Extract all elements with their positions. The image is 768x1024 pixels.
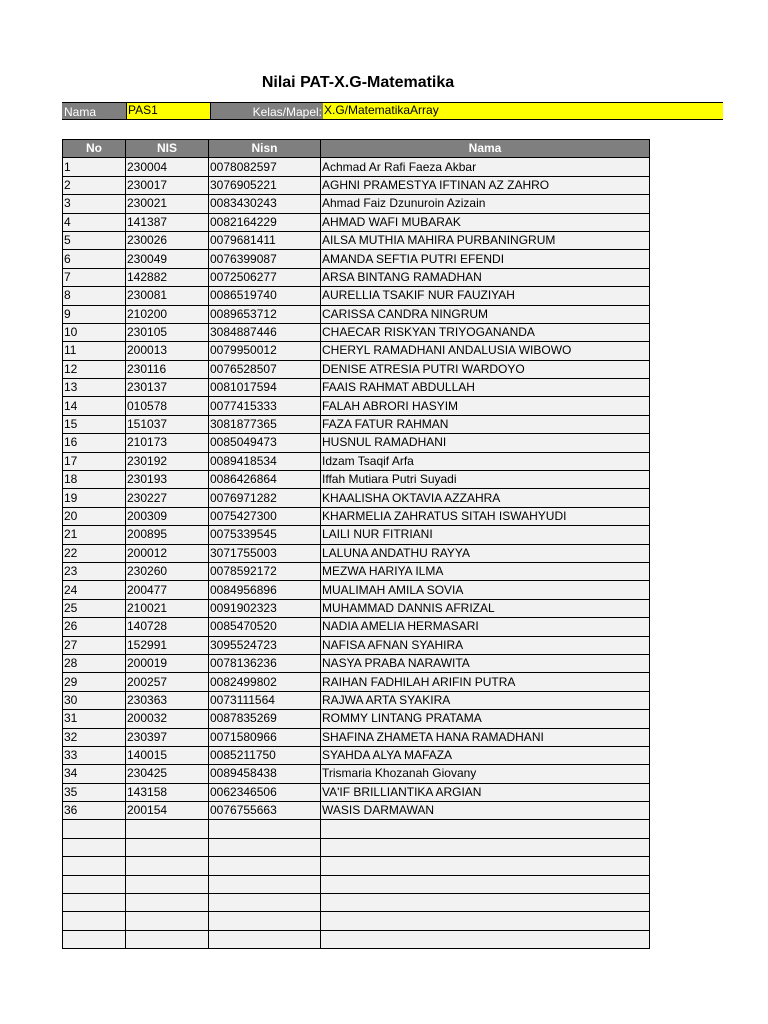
table-body [63,158,650,949]
table-row [63,875,650,893]
cell-nisn[interactable] [209,838,321,856]
cell-nisn[interactable]: 3095524723 [209,636,321,654]
cell-nisn[interactable]: 0086519740 [209,287,321,305]
cell-nisn[interactable]: 0089458438 [209,765,321,783]
cell-nama[interactable]: NADIA AMELIA HERMASARI [321,618,650,636]
table-row [63,783,650,801]
cell-no[interactable]: 5 [63,231,126,249]
cell-nis[interactable]: 230004 [126,158,209,176]
cell-nama[interactable]: DENISE ATRESIA PUTRI WARDOYO [321,360,650,378]
table-row [63,452,650,470]
cell-nama[interactable]: Achmad Ar Rafi Faeza Akbar [321,158,650,176]
table-row [63,360,650,378]
cell-no[interactable]: 24 [63,581,126,599]
cell-nama[interactable]: CHAECAR RISKYAN TRIYOGANANDA [321,323,650,341]
cell-no[interactable]: 1 [63,158,126,176]
cell-nis[interactable]: 200154 [126,802,209,820]
cell-nama[interactable]: LALUNA ANDATHU RAYYA [321,544,650,562]
table-row [63,342,650,360]
cell-nis[interactable]: 210173 [126,434,209,452]
cell-nis[interactable]: 230227 [126,489,209,507]
cell-no[interactable]: 11 [63,342,126,360]
cell-no[interactable]: 19 [63,489,126,507]
cell-no[interactable] [63,838,126,856]
cell-nisn[interactable]: 3071755003 [209,544,321,562]
cell-no[interactable]: 14 [63,397,126,415]
cell-nisn[interactable]: 0072506277 [209,268,321,286]
cell-no[interactable] [63,820,126,838]
cell-no[interactable]: 9 [63,305,126,323]
cell-nama[interactable]: AHMAD WAFI MUBARAK [321,213,650,231]
cell-nis[interactable]: 230192 [126,452,209,470]
table-row [63,765,650,783]
table-row [63,581,650,599]
cell-nis[interactable] [126,875,209,893]
cell-nama[interactable] [321,820,650,838]
cell-nama[interactable]: CARISSA CANDRA NINGRUM [321,305,650,323]
column-header-nis[interactable]: NIS [126,140,209,158]
cell-nisn[interactable]: 0078592172 [209,562,321,580]
cell-nis[interactable]: 230397 [126,728,209,746]
cell-nis[interactable]: 200012 [126,544,209,562]
table-row [63,710,650,728]
cell-no[interactable]: 33 [63,746,126,764]
table-row [63,544,650,562]
cell-nis[interactable]: 200032 [126,710,209,728]
table-row [63,820,650,838]
cell-nisn[interactable]: 0075427300 [209,507,321,525]
cell-no[interactable]: 15 [63,415,126,433]
table-row [63,673,650,691]
cell-nisn[interactable]: 0076755663 [209,802,321,820]
cell-no[interactable]: 29 [63,673,126,691]
cell-nis[interactable]: 230363 [126,691,209,709]
cell-nisn[interactable]: 0079950012 [209,342,321,360]
table-row [63,636,650,654]
cell-nisn[interactable]: 0087835269 [209,710,321,728]
cell-nis[interactable]: 230137 [126,379,209,397]
cell-nama[interactable]: WASIS DARMAWAN [321,802,650,820]
cell-nis[interactable]: 230026 [126,231,209,249]
table-row [63,912,650,930]
table-row [63,802,650,820]
cell-nama[interactable]: Ahmad Faiz Dzunuroin Azizain [321,195,650,213]
table-row [63,857,650,875]
cell-no[interactable]: 13 [63,379,126,397]
cell-nis[interactable]: 230260 [126,562,209,580]
table-header-row [63,140,650,158]
cell-nama[interactable]: MUALIMAH AMILA SOVIA [321,581,650,599]
cell-nisn[interactable]: 0078082597 [209,158,321,176]
cell-nama[interactable]: Iffah Mutiara Putri Suyadi [321,471,650,489]
cell-nama[interactable]: SYAHDA ALYA MAFAZA [321,746,650,764]
cell-nis[interactable]: 230081 [126,287,209,305]
cell-nisn[interactable]: 0078136236 [209,654,321,672]
cell-nisn[interactable]: 0073111564 [209,691,321,709]
table-row [63,471,650,489]
cell-nama[interactable]: MEZWA HARIYA ILMA [321,562,650,580]
cell-nama[interactable]: AMANDA SEFTIA PUTRI EFENDI [321,250,650,268]
cell-nama[interactable]: ROMMY LINTANG PRATAMA [321,710,650,728]
cell-nisn[interactable]: 3081877365 [209,415,321,433]
cell-nama[interactable]: ARSA BINTANG RAMADHAN [321,268,650,286]
cell-nama[interactable]: KHARMELIA ZAHRATUS SITAH ISWAHYUDI [321,507,650,525]
cell-nisn[interactable]: 0071580966 [209,728,321,746]
cell-nis[interactable]: 200013 [126,342,209,360]
table-row [63,434,650,452]
cell-nama[interactable]: NAFISA AFNAN SYAHIRA [321,636,650,654]
cell-nis[interactable]: 230425 [126,765,209,783]
cell-nisn[interactable] [209,875,321,893]
column-header-nama[interactable]: Nama [321,140,650,158]
table-row [63,562,650,580]
cell-nisn[interactable]: 0076971282 [209,489,321,507]
cell-nis[interactable] [126,820,209,838]
cell-nisn[interactable]: 0076528507 [209,360,321,378]
cell-no[interactable]: 25 [63,599,126,617]
cell-no[interactable]: 32 [63,728,126,746]
table-row [63,654,650,672]
cell-nama[interactable] [321,912,650,930]
table-row [63,176,650,194]
cell-nis[interactable]: 142882 [126,268,209,286]
cell-nisn[interactable]: 0081017594 [209,379,321,397]
table-row [63,618,650,636]
cell-nama[interactable]: MUHAMMAD DANNIS AFRIZAL [321,599,650,617]
cell-nis[interactable]: 230049 [126,250,209,268]
table-row [63,268,650,286]
cell-nama[interactable]: FAZA FATUR RAHMAN [321,415,650,433]
cell-nis[interactable]: 210200 [126,305,209,323]
cell-nis[interactable]: 152991 [126,636,209,654]
cell-nis[interactable]: 010578 [126,397,209,415]
cell-nama[interactable] [321,930,650,948]
cell-no[interactable] [63,930,126,948]
column-header-nisn[interactable]: Nisn [209,140,321,158]
column-header-no[interactable]: No [63,140,126,158]
cell-no[interactable]: 28 [63,654,126,672]
cell-no[interactable] [63,912,126,930]
cell-nis[interactable]: 200895 [126,526,209,544]
cell-nama[interactable]: NASYA PRABA NARAWITA [321,654,650,672]
cell-nis[interactable]: 141387 [126,213,209,231]
cell-nisn[interactable]: 0089653712 [209,305,321,323]
table-row [63,323,650,341]
table-row [63,213,650,231]
cell-nis[interactable]: 210021 [126,599,209,617]
cell-nisn[interactable]: 0085211750 [209,746,321,764]
table-row [63,231,650,249]
cell-nama[interactable]: RAIHAN FADHILAH ARIFIN PUTRA [321,673,650,691]
page-title: Nilai PAT-X.G-Matematika [261,74,455,91]
cell-no[interactable]: 8 [63,287,126,305]
cell-no[interactable]: 27 [63,636,126,654]
cell-nis[interactable]: 230193 [126,471,209,489]
cell-nisn[interactable]: 0085049473 [209,434,321,452]
cell-nisn[interactable]: 0077415333 [209,397,321,415]
cell-nama[interactable]: Idzam Tsaqif Arfa [321,452,650,470]
cell-nama[interactable]: KHAALISHA OKTAVIA AZZAHRA [321,489,650,507]
cell-nama[interactable]: Trismaria Khozanah Giovany [321,765,650,783]
nama-value-cell[interactable]: PAS1 [126,102,210,120]
cell-no[interactable]: 2 [63,176,126,194]
table-row [63,526,650,544]
cell-nisn[interactable]: 0083430243 [209,195,321,213]
cell-nama[interactable]: RAJWA ARTA SYAKIRA [321,691,650,709]
cell-no[interactable]: 6 [63,250,126,268]
cell-nis[interactable] [126,930,209,948]
table-row [63,250,650,268]
cell-no[interactable]: 31 [63,710,126,728]
cell-no[interactable]: 34 [63,765,126,783]
cell-nis[interactable] [126,857,209,875]
cell-no[interactable]: 26 [63,618,126,636]
cell-no[interactable]: 18 [63,471,126,489]
cell-nis[interactable]: 230017 [126,176,209,194]
cell-nama[interactable]: LAILI NUR FITRIANI [321,526,650,544]
cell-nama[interactable]: AURELLIA TSAKIF NUR FAUZIYAH [321,287,650,305]
nama-label: Nama [62,102,126,120]
cell-nis[interactable]: 230105 [126,323,209,341]
cell-nisn[interactable]: 0076399087 [209,250,321,268]
table-row [63,415,650,433]
kelas-mapel-value-cell[interactable]: X.G/MatematikaArray [323,102,723,120]
cell-nisn[interactable]: 0086426864 [209,471,321,489]
cell-nisn[interactable]: 0085470520 [209,618,321,636]
cell-nama[interactable]: CHERYL RAMADHANI ANDALUSIA WIBOWO [321,342,650,360]
cell-nis[interactable]: 230116 [126,360,209,378]
cell-nama[interactable] [321,894,650,912]
cell-nama[interactable]: AGHNI PRAMESTYA IFTINAN AZ ZAHRO [321,176,650,194]
cell-nama[interactable] [321,857,650,875]
cell-no[interactable]: 3 [63,195,126,213]
cell-no[interactable] [63,875,126,893]
cell-nisn[interactable]: 0082499802 [209,673,321,691]
cell-no[interactable]: 36 [63,802,126,820]
table-row [63,728,650,746]
cell-nama[interactable]: HUSNUL RAMADHANI [321,434,650,452]
cell-nisn[interactable]: 0062346506 [209,783,321,801]
cell-nisn[interactable]: 3076905221 [209,176,321,194]
cell-no[interactable]: 23 [63,562,126,580]
kelas-mapel-label: Kelas/Mapel: [210,102,323,120]
cell-nama[interactable]: SHAFINA ZHAMETA HANA RAMADHANI [321,728,650,746]
cell-nisn[interactable] [209,930,321,948]
cell-nisn[interactable] [209,820,321,838]
table-row [63,930,650,948]
cell-nisn[interactable]: 0089418534 [209,452,321,470]
cell-no[interactable]: 12 [63,360,126,378]
cell-nis[interactable]: 140728 [126,618,209,636]
cell-nisn[interactable]: 0082164229 [209,213,321,231]
table-row [63,305,650,323]
table-row [63,158,650,176]
cell-nis[interactable]: 200257 [126,673,209,691]
table-row [63,894,650,912]
table-row [63,507,650,525]
cell-no[interactable]: 22 [63,544,126,562]
cell-nis[interactable]: 200309 [126,507,209,525]
cell-no[interactable]: 35 [63,783,126,801]
cell-nama[interactable]: FALAH ABRORI HASYIM [321,397,650,415]
cell-nis[interactable]: 200019 [126,654,209,672]
cell-nis[interactable]: 230021 [126,195,209,213]
cell-nisn[interactable]: 3084887446 [209,323,321,341]
cell-nama[interactable]: AILSA MUTHIA MAHIRA PURBANINGRUM [321,231,650,249]
table-row [63,489,650,507]
cell-nama[interactable] [321,838,650,856]
cell-nis[interactable]: 140015 [126,746,209,764]
cell-no[interactable]: 17 [63,452,126,470]
cell-nis[interactable]: 151037 [126,415,209,433]
cell-nis[interactable] [126,838,209,856]
table-row [63,195,650,213]
cell-no[interactable] [63,857,126,875]
cell-nisn[interactable]: 0079681411 [209,231,321,249]
cell-no[interactable] [63,894,126,912]
cell-nisn[interactable]: 0091902323 [209,599,321,617]
table-row [63,287,650,305]
table-row [63,379,650,397]
cell-no[interactable]: 20 [63,507,126,525]
cell-nama[interactable] [321,875,650,893]
cell-no[interactable]: 4 [63,213,126,231]
cell-nisn[interactable]: 0084956896 [209,581,321,599]
cell-nis[interactable]: 143158 [126,783,209,801]
cell-nisn[interactable] [209,894,321,912]
cell-nisn[interactable]: 0075339545 [209,526,321,544]
cell-nis[interactable] [126,912,209,930]
cell-nisn[interactable] [209,912,321,930]
student-grade-table [62,139,650,949]
table-row [63,746,650,764]
cell-nis[interactable]: 200477 [126,581,209,599]
cell-no[interactable]: 7 [63,268,126,286]
cell-nama[interactable]: FAAIS RAHMAT ABDULLAH [321,379,650,397]
cell-nis[interactable] [126,894,209,912]
cell-no[interactable]: 10 [63,323,126,341]
table-row [63,838,650,856]
table-row [63,397,650,415]
cell-no[interactable]: 30 [63,691,126,709]
cell-no[interactable]: 16 [63,434,126,452]
table-row [63,599,650,617]
cell-nama[interactable]: VA'IF BRILLIANTIKA ARGIAN [321,783,650,801]
cell-nisn[interactable] [209,857,321,875]
table-row [63,691,650,709]
cell-no[interactable]: 21 [63,526,126,544]
